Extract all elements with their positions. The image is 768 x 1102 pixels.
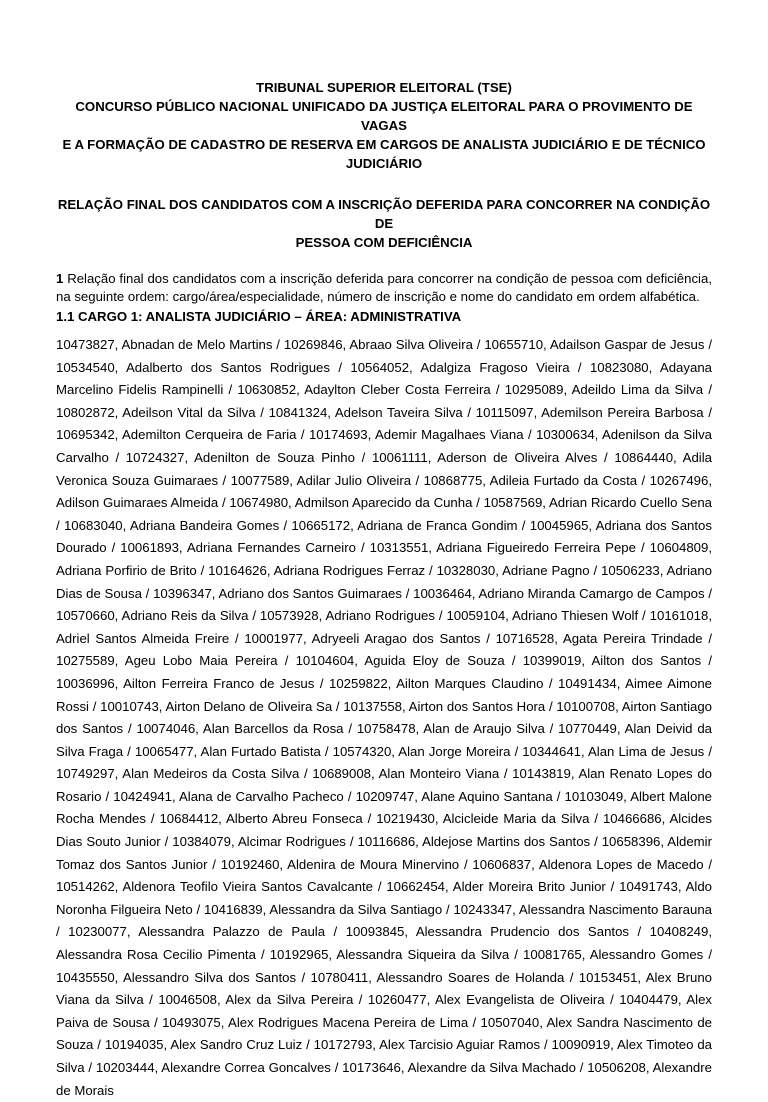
header-line-3: E A FORMAÇÃO DE CADASTRO DE RESERVA EM CARGOS DE ANALISTA JUDICIÁRIO E DE TÉCNICO bbox=[62, 137, 706, 152]
header-line-2: CONCURSO PÚBLICO NACIONAL UNIFICADO DA JUSTIÇA ELEITORAL PARA O PROVIMENTO DE VAGAS bbox=[75, 99, 693, 133]
subtitle-line-1: RELAÇÃO FINAL DOS CANDIDATOS COM A INSCRIÇÃO DEFERIDA PARA CONCORRER NA CONDIÇÃO DE bbox=[57, 197, 711, 231]
candidate-list: 10473827, Abnadan de Melo Martins / 10269846, Abraao Silva Oliveira / 10655710, Adailson Gaspar de Jesus / 10534540, Adalberto dos Santos Rodrigues / 10564052, Adalgiza Fragoso Vieira / 10823080, Adayana Marcelino Fidelis Rampinelli / 10630852, Adaylton Cleber Costa Ferreira / 10295089, Adeildo Lima da Silva / 10802872, Adeilson Vital da Silva / 10841324, Adelson Taveira Silva / 10115097, Ademilson Pereira Barbosa / 10695342, Ademilton Cerqueira de Faria / 10174693, Ademir Magalhaes Viana / 10300634, Adenilson da Silva Carvalho / 10724327, Adenilton de Souza Pinho / 10061111, Aderson de Oliveira Alves / 10864440, Adila Veronica Souza Guimaraes / 10077589, Adilar Julio Oliveira / 10868775, Adileia Furtado da Costa / 10267496, Adilson Guimaraes Almeida / 10674980, Admilson Aparecido da Cunha / 10587569, Adrian Ricardo Cuello Sena / 10683040, Adriana Bandeira Gomes / 10665172, Adriana de Franca Gondim / 10045965, Adriana dos Santos Dourado / 10061893, Adriana Fernandes Carneiro / 10313551, Adriana Figueiredo Ferreira Pepe / 10604809, Adriana Porfirio de Brito / 10164626, Adriana Rodrigues Ferraz / 10328030, Adriane Pagno / 10506233, Adriano Dias de Sousa / 10396347, Adriano dos Santos Guimaraes / 10036464, Adriano Miranda Camargo de Campos / 10570660, Adriano Reis da Silva / 10573928, Adriano Rodrigues / 10059104, Adriano Thiesen Wolf / 10161018, Adriel Santos Almeida Freire / 10001977, Adryeeli Aragao dos Santos / 10716528, Agata Pereira Trindade / 10275589, Ageu Lobo Maia Pereira / 10104604, Aguida Eloy de Souza / 10399019, Ailton dos Santos / 10036996, Ailton Ferreira Franco de Jesus / 10259822, Ailton Marques Claudino / 10491434, Aimee Aimone Rossi / 10010743, Airton Delano de Oliveira Sa / 10137558, Airton dos Santos Hora / 10100708, Airton Santiago dos Santos / 10074046, Alan Barcellos da Rosa / 10758478, Alan de Araujo Silva / 10770449, Alan Deivid da Silva Fraga / 10065477, Alan Furtado Batista / 10574320, Alan Jorge Moreira / 10344641, Alan Lima de Jesus / 10749297, Alan Medeiros da Costa Silva / 10689008, Alan Monteiro Viana / 10143819, Alan Renato Lopes do Rosario / 10424941, Alana de Carvalho Pacheco / 10209747, Alane Aquino Santana / 10103049, Albert Malone Rocha Mendes / 10684412, Alberto Abreu Fonseca / 10219430, Alcicleide Maria da Silva / 10466686, Alcides Dias Souto Junior / 10384079, Alcimar Rodrigues / 10116686, Aldejose Martins dos Santos / 10658396, Aldemir Tomaz dos Santos Junior / 10192460, Aldenira de Moura Minervino / 10606837, Aldenora Lopes de Macedo / 10514262, Aldenora Teofilo Vieira Santos Cavalcante / 10662454, Alder Moreira Brito Junior / 10491743, Aldo Noronha Filgueira Neto / 10416839, Alessandra da Silva Santiago / 10243347, Alessandra Nascimento Barauna / 10230077, Alessandra Palazzo de Paula / 10093845, Alessandra Prudencio dos Santos / 10408249, Alessandra Rosa Cecilio Pimenta / 10192965, Alessandra Siqueira da Silva / 10081765, Alessandro Gomes / 10435550, Alessandro Silva dos Santos / 10780411, Alessandro Soares de Holanda / 10153451, Alex Bruno Viana da Silva / 10046508, Alex da Silva Pereira / 10260477, Alex Evangelista de Oliveira / 10404479, Alex Paiva de Sousa / 10493075, Alex Rodrigues Macena Pereira de Lima / 10507040, Alex Sandra Nascimento de Souza / 10194035, Alex Sandro Cruz Luiz / 10172793, Alex Tarcisio Aguiar Ramos / 10090919, Alex Timoteo da Silva / 10203444, Alexandre Correa Goncalves / 10173646, Alexandre da Silva Machado / 10506208, Alexandre de Morais bbox=[56, 337, 712, 1098]
intro-number: 1 bbox=[56, 271, 64, 286]
intro-paragraph bbox=[56, 270, 712, 306]
intro-text: Relação final dos candidatos com a inscrição deferida para concorrer na condição de pessoa com deficiência, na seguinte ordem: cargo/área/especialidade, número de inscrição e nome do candidato em ordem alfabética. bbox=[56, 271, 712, 304]
document-subtitle bbox=[56, 195, 712, 252]
header-line-1: TRIBUNAL SUPERIOR ELEITORAL (TSE) bbox=[256, 80, 512, 95]
header-line-4: JUDICIÁRIO bbox=[345, 156, 423, 171]
document-header bbox=[56, 78, 712, 173]
subtitle-line-2: PESSOA COM DEFICIÊNCIA bbox=[295, 235, 473, 250]
section-heading: 1.1 CARGO 1: ANALISTA JUDICIÁRIO – ÁREA: ADMINISTRATIVA bbox=[56, 309, 462, 324]
